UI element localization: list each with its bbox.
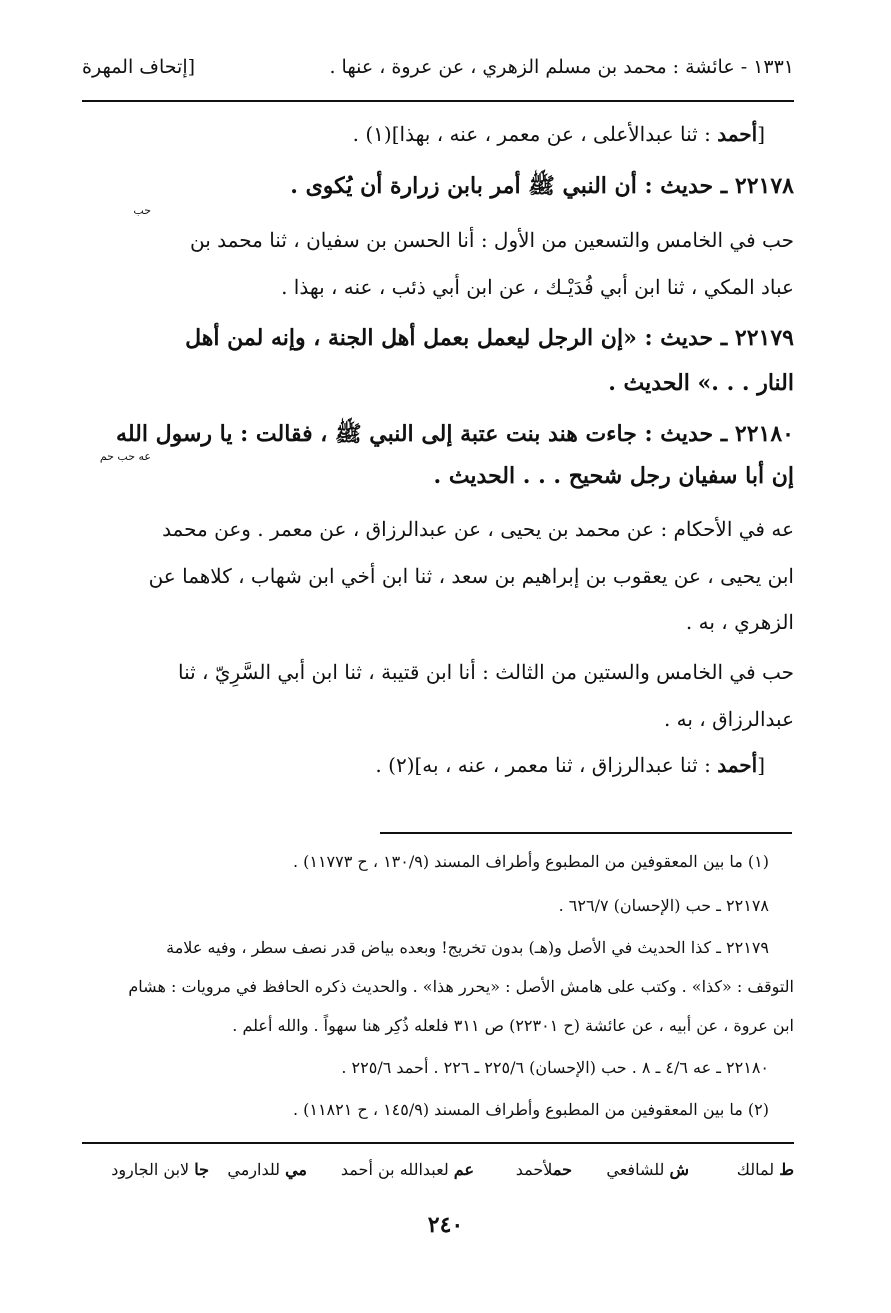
hadith-22180-isnad-b-line-2: عبدالرزاق ، به . <box>663 707 794 731</box>
legend-item-ahmad: حملأحمد <box>515 1160 572 1179</box>
hadith-22180-isnad-a-line-3: الزهري ، به . <box>685 610 794 634</box>
legend-item-ibn-jarud: جا لابن الجارود <box>111 1160 209 1179</box>
hadith-22178-heading <box>290 172 794 204</box>
hadith-22180-heading-line-2: إن أبا سفيان رجل شحيح . . . الحديث . <box>433 463 794 489</box>
source-text: : ثنا عبدالرزاق ، ثنا معمر ، عنه ، به](٢) . <box>375 753 718 777</box>
hadith-22179-heading-line-1: ٢٢١٧٩ ـ حديث : «إن الرجل ليعمل بعمل أهل الجنة ، وإنه لمن أهل <box>185 325 794 351</box>
page-number: ٢٤٠ <box>427 1212 464 1238</box>
hadith-22179-heading-line-2: النار . . .» الحديث . <box>608 370 794 396</box>
source-name: أحمد <box>717 122 758 146</box>
legend-item-malik: ط لمالك <box>736 1160 794 1179</box>
hadith-number: ٢٢١٧٨ <box>734 173 794 199</box>
footnote-22179-line-1: ٢٢١٧٩ ـ كذا الحديث في الأصل و(هـ) بدون تخريج! وبعده بياض قدر نصف سطر ، وفيه علامة <box>166 938 769 957</box>
hadith-22180-isnad-a-line-2: ابن يحيى ، عن يعقوب بن إبراهيم بن سعد ، ثنا ابن أخي ابن شهاب ، كلاهما عن <box>148 564 794 588</box>
hadith-22178-isnad-line-2: عباد المكي ، ثنا ابن أبي فُدَيْـك ، عن ابن أبي ذئب ، عنه ، بهذا . <box>281 275 794 299</box>
hadith-22180-isnad-a-line-1: عه في الأحكام : عن محمد بن يحيى ، عن عبدالرزاق ، عن معمر . وعن محمد <box>162 517 794 541</box>
hadith-text: ـ حديث : أن النبي ﷺ أمر بابن زرارة أن يُكوى . <box>290 173 735 199</box>
footnote-1: (١) ما بين المعقوفين من المطبوع وأطراف المسند (١٣٠/٩ ، ح ١١٧٧٣) . <box>292 852 769 871</box>
source-text: : ثنا عبدالأعلى ، عن معمر ، عنه ، بهذا](١) . <box>352 122 718 146</box>
bracket-source-line-2: [أحمد : ثنا عبدالرزاق ، ثنا معمر ، عنه ، به](٢) . <box>375 753 765 777</box>
legend-item-darimi: مي للدارمي <box>227 1160 307 1179</box>
bracket-source-line-1: [أحمد : ثنا عبدالأعلى ، عن معمر ، عنه ، بهذا](١) . <box>352 122 765 146</box>
hadith-22180-isnad-b-line-1: حب في الخامس والستين من الثالث : أنا ابن قتيبة ، ثنا ابن أبي السَّرِيّ ، ثنا <box>177 660 794 684</box>
hadith-22178-sigla: حب <box>133 204 151 217</box>
hadith-22178-isnad-line-1: حب في الخامس والتسعين من الأول : أنا الحسن بن سفيان ، ثنا محمد بن <box>190 228 794 252</box>
siglum-legend <box>82 1160 794 1190</box>
hadith-22180-sigla: عه حب حم <box>99 450 151 463</box>
header-chapter-title: ١٣٣١ - عائشة : محمد بن مسلم الزهري ، عن عروة ، عنها . <box>329 56 794 78</box>
header-rule <box>82 100 794 102</box>
footnote-rule <box>380 832 792 834</box>
footnote-22179-line-3: ابن عروة ، عن أبيه ، عن عائشة (ح ٢٢٣٠١) ص ٣١١ فلعله ذُكِر هنا سهواً . والله أعلم . <box>232 1016 794 1035</box>
footer-rule <box>82 1142 794 1144</box>
legend-item-abdullah: عم لعبدالله بن أحمد <box>340 1160 474 1179</box>
footnote-22178: ٢٢١٧٨ ـ حب (الإحسان) ٦٢٦/٧ . <box>558 896 769 915</box>
source-name: أحمد <box>717 753 758 777</box>
footnote-22180: ٢٢١٨٠ ـ عه ٤/٦ ـ ٨ . حب (الإحسان) ٢٢٥/٦ ـ ٢٢٦ . أحمد ٢٢٥/٦ . <box>341 1058 769 1077</box>
header-book-title: [إتحاف المهرة <box>82 56 196 78</box>
running-header <box>82 52 794 92</box>
footnote-22179-line-2: التوقف : «كذا» . وكتب على هامش الأصل : «يحرر هذا» . والحديث ذكره الحافظ في مرويات : هشام <box>128 977 794 996</box>
legend-item-shafii: ش للشافعي <box>606 1160 689 1179</box>
hadith-22180-heading-line-1: ٢٢١٨٠ ـ حديث : جاءت هند بنت عتبة إلى النبي ﷺ ، فقالت : يا رسول الله <box>116 421 794 447</box>
footnote-2: (٢) ما بين المعقوفين من المطبوع وأطراف المسند (١٤٥/٩ ، ح ١١٨٢١) . <box>292 1100 769 1119</box>
